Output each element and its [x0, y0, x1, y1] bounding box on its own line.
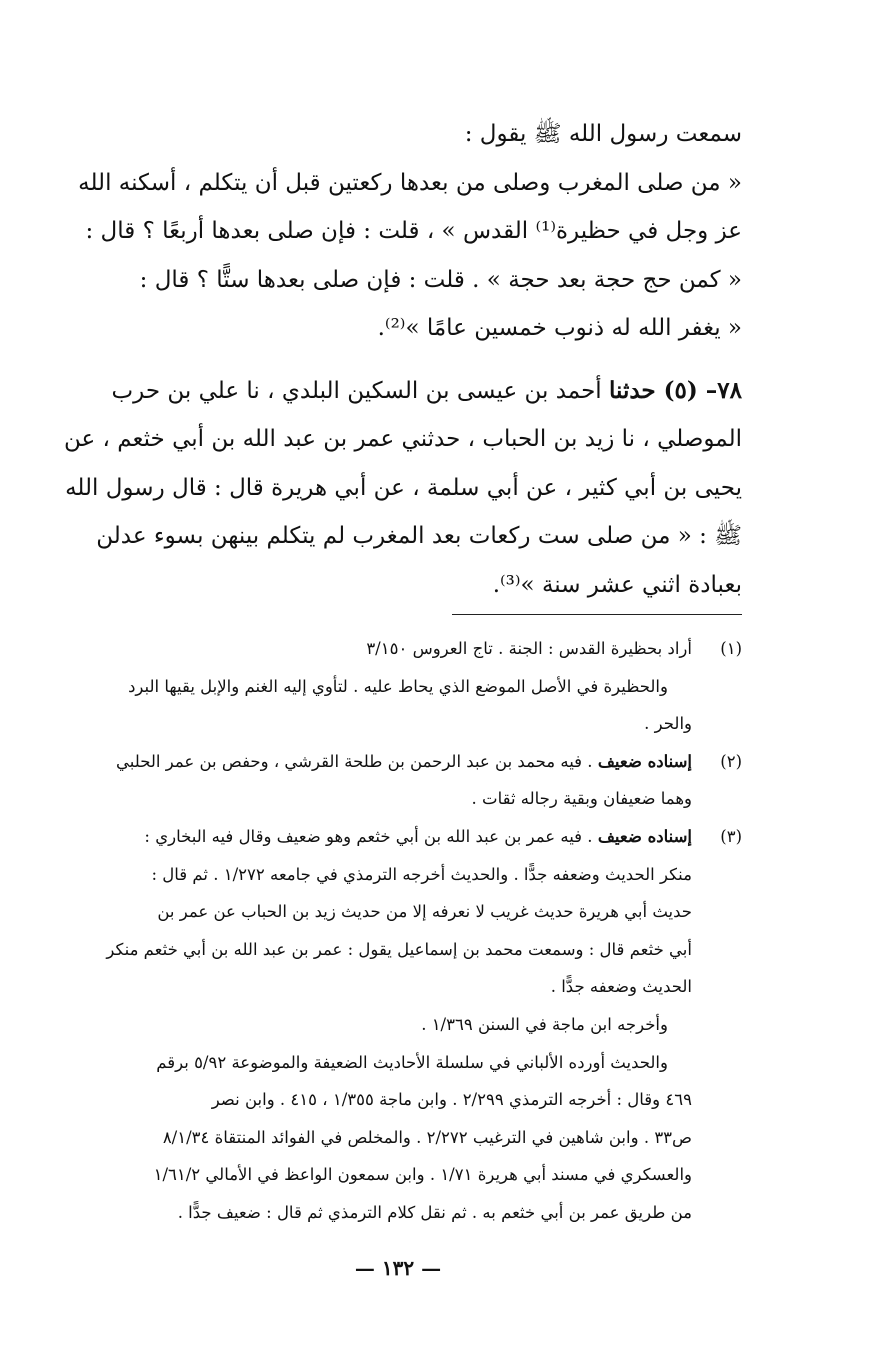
text-line: عز وجل في حظيرة⁽¹⁾ القدس » ، قلت : فإن صلى بعدها أربعًا ؟ قال :: [85, 218, 742, 244]
footnote-number: (٢): [720, 751, 742, 771]
footnote-line: ص٣٣ . وابن شاهين في الترغيب ٢/٢٧٢ . والمخلص في الفوائد المنتقاة ٨/١/٣٤: [162, 1127, 692, 1147]
footnote-line: أراد بحظيرة القدس : الجنة . تاج العروس ٣/١٥٠: [366, 639, 692, 658]
footnote-line: منكر الحديث وضعفه جدًّا . والحديث أخرجه الترمذي في جامعه ١/٢٧٢ . ثم قال :: [151, 864, 692, 884]
footnote-line: وهما ضعيفان وبقية رجاله ثقات .: [471, 789, 692, 809]
text-line: الموصلي ، نا زيد بن الحباب ، حدثني عمر بن عبد الله بن أبي خثعم ، عن: [63, 426, 742, 452]
footnote-line: وأخرجه ابن ماجة في السنن ١/٣٦٩ .: [421, 1014, 668, 1034]
text-line: « يغفر الله له ذنوب خمسين عامًا »⁽²⁾.: [377, 315, 742, 341]
footnote-2: [46, 743, 742, 818]
footnote-line: ٤٦٩ وقال : أخرجه الترمذي ٢/٢٩٩ . وابن ماجة ١/٣٥٥ ، ٤١٥ . وابن نصر: [211, 1090, 692, 1110]
hadith-78-first-line: [46, 367, 742, 416]
footnote-line: [46, 743, 692, 781]
hadith-line-rest: أحمد بن عيسى بن السكين البلدي ، نا علي بن حرب: [111, 377, 602, 404]
footnote-number: (٣): [720, 826, 742, 846]
footnote-line: [46, 818, 692, 856]
footnotes: [46, 630, 742, 1232]
footnote-line: والحظيرة في الأصل الموضع الذي يحاط عليه . لتأوي إليه الغنم والإبل يقيها البرد: [128, 676, 668, 696]
footnote-line: والعسكري في مسند أبي هريرة ١/٧١ . وابن سمعون الواعظ في الأمالي ١/٦١/٢: [153, 1165, 692, 1185]
footnote-line: أبي خثعم قال : وسمعت محمد بن إسماعيل يقول : عمر بن عبد الله بن أبي خثعم منكر: [106, 939, 692, 959]
footnote-number: (١): [720, 639, 742, 658]
grading-label: إسناده ضعيف: [597, 826, 692, 846]
page-number: — ١٣٢ —: [354, 1256, 442, 1280]
text-line: « كمن حج حجة بعد حجة » . قلت : فإن صلى بعدها ستًّا ؟ قال :: [139, 266, 742, 293]
footnote-line: الحديث وضعفه جدًّا .: [550, 977, 692, 997]
footnote-separator: [452, 614, 742, 615]
footnote-1: [46, 630, 742, 743]
footnote-line: والحر .: [644, 714, 692, 734]
footnote-3: [46, 818, 742, 1232]
text-line: يحيى بن أبي كثير ، عن أبي سلمة ، عن أبي هريرة قال : قال رسول الله: [65, 474, 742, 501]
text-line: سمعت رسول الله ﷺ يقول :: [464, 121, 742, 147]
text-line: بعبادة اثني عشر سنة »⁽³⁾.: [492, 571, 742, 598]
footnote-line-rest: . فيه محمد بن عبد الرحمن بن طلحة القرشي ، وحفص بن عمر الحلبي: [116, 751, 593, 771]
text-line: « من صلى المغرب وصلى من بعدها ركعتين قبل أن يتكلم ، أسكنه الله: [78, 169, 742, 196]
footnote-line-rest: . فيه عمر بن عبد الله بن أبي خثعم وهو ضعيف وقال فيه البخاري :: [144, 826, 593, 846]
grading-label: إسناده ضعيف: [597, 751, 692, 771]
footnote-line: حديث أبي هريرة حديث غريب لا نعرفه إلا من حديث زيد بن الحباب عن عمر بن: [157, 902, 692, 922]
text-line: ﷺ : « من صلى ست ركعات بعد المغرب لم يتكلم بينهن بسوء عدلن: [96, 523, 742, 549]
footnote-line: والحديث أورده الألباني في سلسلة الأحاديث الضعيفة والموضوعة ٥/٩٢ برقم: [156, 1052, 668, 1072]
hadith-number: ٧٨– (٥) حدثنا: [609, 376, 742, 404]
main-text: [46, 110, 742, 609]
footnote-line: من طريق عمر بن أبي خثعم به . ثم نقل كلام الترمذي ثم قال : ضعيف جدًّا .: [177, 1202, 692, 1222]
